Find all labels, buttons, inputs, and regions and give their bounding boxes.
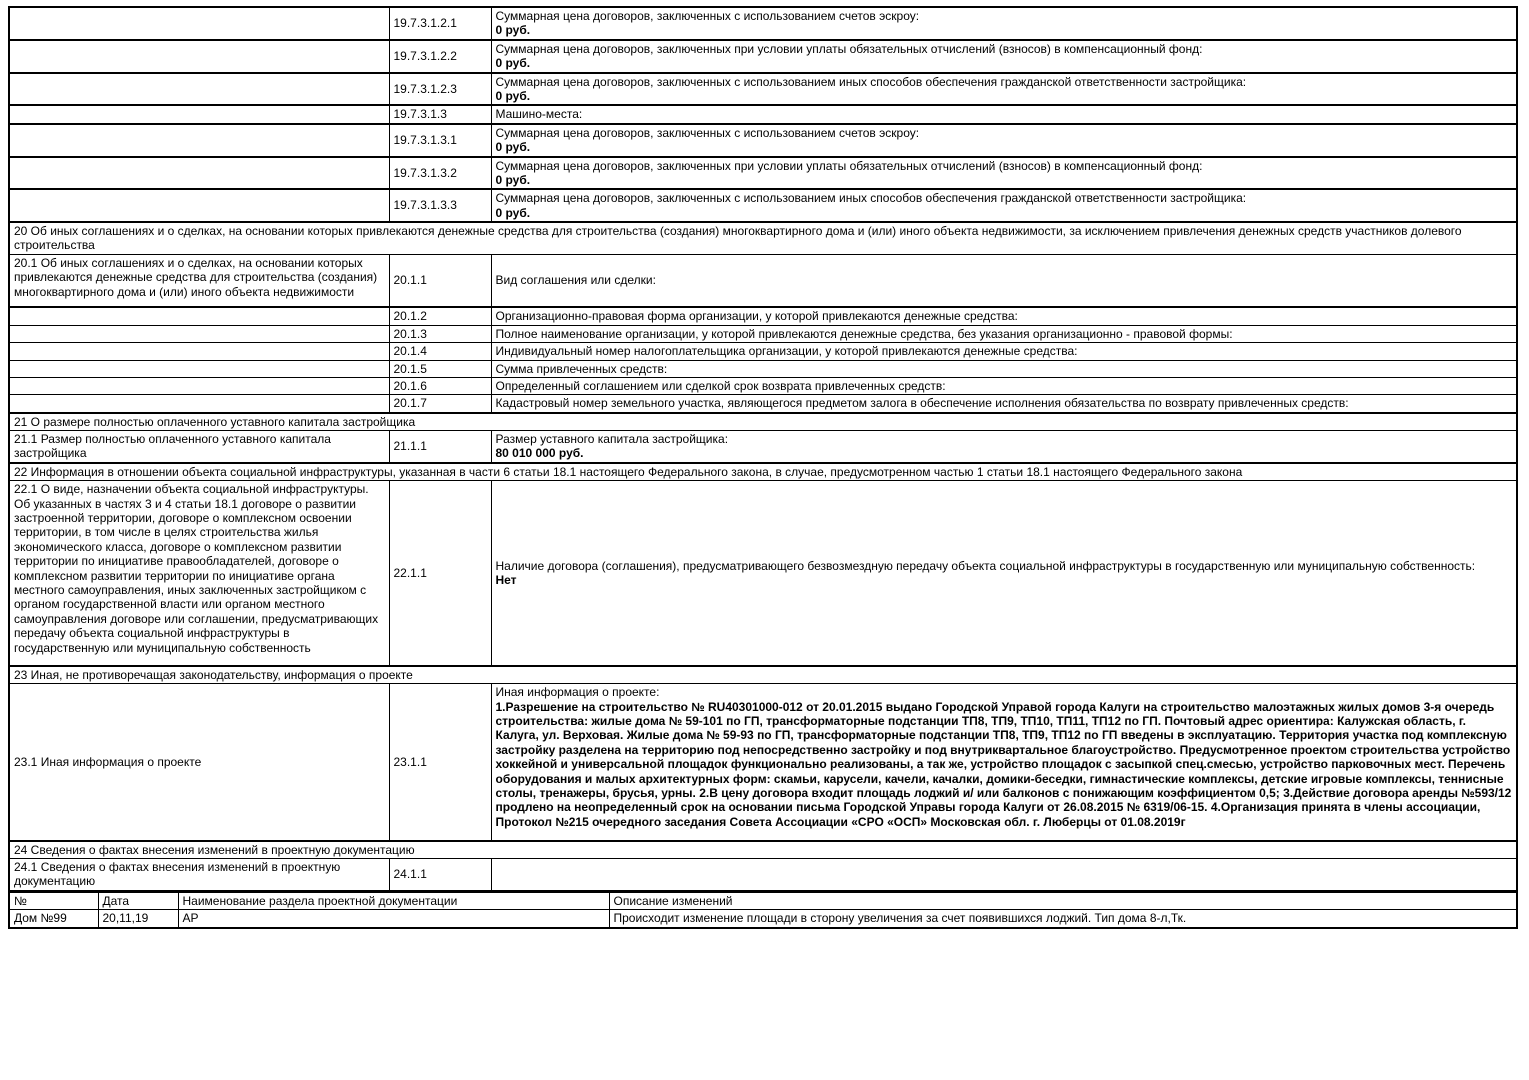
column-header-number: № <box>9 892 98 910</box>
row-content <box>491 189 1517 222</box>
row-value: 0 руб. <box>495 23 531 38</box>
column-header-section-name: Наименование раздела проектной документации <box>178 892 609 910</box>
row-number: 19.7.3.1.3.3 <box>389 189 491 222</box>
row-number: 24.1.1 <box>389 859 491 891</box>
row-label: Суммарная цена договоров, заключенных при условии уплаты обязательных отчислений (взносов) в компенсационный фонд: <box>495 41 1203 56</box>
row-number: 20.1.4 <box>389 343 491 360</box>
row-number: 20.1.6 <box>389 377 491 394</box>
changes-table <box>8 891 1518 929</box>
row-label: Сумма привлеченных средств: <box>491 360 1517 377</box>
table-row <box>9 7 1517 40</box>
row-label: Вид соглашения или сделки: <box>491 254 1517 307</box>
row-number: 20.1.5 <box>389 360 491 377</box>
description-cell <box>9 7 389 40</box>
row-label: Организационно-правовая форма организации, у которой привлекаются денежные средства: <box>491 307 1517 325</box>
description-cell: 24.1 Сведения о фактах внесения изменений в проектную документацию <box>9 859 389 891</box>
table-row <box>9 859 1517 891</box>
row-label: Индивидуальный номер налогоплательщика организации, у которой привлекаются денежные средства: <box>491 343 1517 360</box>
description-cell: 22.1 О виде, назначении объекта социальной инфраструктуры. Об указанных в частях 3 и 4 статьи 18.1 договоре о развитии застроенной территории, договоре о комплексном освоении территории, в том числе в целях строительства жилья экономического класса, договоре о комплексном развитии территории по инициативе правообладателей, договоре о комплексном развитии территории по инициативе органа местного самоуправления, иных заключенных застройщиком с органом государственной власти или органом местного самоуправления договоре или соглашении, предусматривающих передачу объекта социальной инфраструктуры в государственную или муниципальную собственность <box>9 481 389 666</box>
table-row <box>9 377 1517 394</box>
row-label: Размер уставного капитала застройщика: <box>495 432 729 447</box>
description-cell <box>9 73 389 106</box>
change-section-cell: АР <box>178 910 609 928</box>
change-number-cell: Дом №99 <box>9 910 98 928</box>
row-value: 0 руб. <box>495 140 531 155</box>
row-value: 0 руб. <box>495 172 531 187</box>
row-number: 19.7.3.1.3.2 <box>389 157 491 190</box>
section-21-header: 21 О размере полностью оплаченного уставного капитала застройщика <box>9 413 1517 431</box>
description-cell <box>9 307 389 325</box>
declaration-table <box>8 6 1518 892</box>
row-value: 0 руб. <box>495 56 531 71</box>
row-label: Наличие договора (соглашения), предусматривающего безвозмездную передачу объекта социальной инфраструктуры в государственную или муниципальную собственность: <box>495 558 1476 573</box>
table-row <box>9 189 1517 222</box>
row-content <box>491 859 1517 891</box>
row-value: 0 руб. <box>495 205 531 220</box>
table-row <box>9 431 1517 463</box>
description-cell <box>9 325 389 342</box>
section-24-header: 24 Сведения о фактах внесения изменений в проектную документацию <box>9 841 1517 859</box>
row-number: 19.7.3.1.2.1 <box>389 7 491 40</box>
row-number: 19.7.3.1.3.1 <box>389 124 491 157</box>
row-content <box>491 7 1517 40</box>
change-description-cell: Происходит изменение площади в сторону увеличения за счет появившихся лоджий. Тип дома 8-л,Тк. <box>609 910 1517 928</box>
table-row <box>9 395 1517 413</box>
row-value: Нет <box>495 573 517 588</box>
row-value: 80 010 000 руб. <box>495 446 584 461</box>
row-number: 21.1.1 <box>389 431 491 463</box>
row-label: Суммарная цена договоров, заключенных с использованием счетов эскроу: <box>495 9 920 23</box>
row-content <box>491 157 1517 190</box>
row-number: 19.7.3.1.3 <box>389 105 491 123</box>
table-row <box>9 73 1517 106</box>
description-cell <box>9 395 389 413</box>
row-label: Кадастровый номер земельного участка, являющегося предметом залога в обеспечение исполнения обязательства по возврату привлеченных средств: <box>491 395 1517 413</box>
table-row <box>9 40 1517 73</box>
section-header-row <box>9 841 1517 859</box>
table-row <box>9 343 1517 360</box>
row-number: 20.1.1 <box>389 254 491 307</box>
row-content <box>491 684 1517 841</box>
row-content <box>491 105 1517 123</box>
description-cell <box>9 105 389 123</box>
description-cell <box>9 40 389 73</box>
description-cell: 23.1 Иная информация о проекте <box>9 684 389 841</box>
table-row <box>9 325 1517 342</box>
row-number: 19.7.3.1.2.2 <box>389 40 491 73</box>
section-22-header: 22 Информация в отношении объекта социальной инфраструктуры, указанная в части 6 статьи 18.1 настоящего Федерального закона, в случае, предусмотренном частью 1 статьи 18.1 настоящего Федерального закона <box>9 463 1517 481</box>
row-label: Суммарная цена договоров, заключенных с использованием счетов эскроу: <box>495 125 920 140</box>
table-row <box>9 157 1517 190</box>
description-cell: 20.1 Об иных соглашениях и о сделках, на основании которых привлекаются денежные средства для строительства (создания) многоквартирного дома и (или) иного объекта недвижимости <box>9 254 389 307</box>
row-label: Определенный соглашением или сделкой срок возврата привлеченных средств: <box>491 377 1517 394</box>
table-row <box>9 481 1517 666</box>
section-header-row <box>9 463 1517 481</box>
section-20-header: 20 Об иных соглашениях и о сделках, на основании которых привлекаются денежные средства для строительства (создания) многоквартирного дома и (или) иного объекта недвижимости, за исключением привлечения денежных средств участников долевого строительства <box>9 222 1517 254</box>
table-row <box>9 684 1517 841</box>
row-content <box>491 481 1517 666</box>
section-header-row <box>9 222 1517 254</box>
row-content <box>491 40 1517 73</box>
table-row <box>9 105 1517 123</box>
description-cell <box>9 377 389 394</box>
row-number: 20.1.3 <box>389 325 491 342</box>
row-value: 0 руб. <box>495 88 531 103</box>
section-23-header: 23 Иная, не противоречащая законодательству, информация о проекте <box>9 666 1517 684</box>
table-row <box>9 360 1517 377</box>
changes-header-row <box>9 892 1517 910</box>
row-label: Полное наименование организации, у которой привлекаются денежные средства, без указания организационно - правовой формы: <box>491 325 1517 342</box>
row-number: 20.1.2 <box>389 307 491 325</box>
row-label: Суммарная цена договоров, заключенных с использованием иных способов обеспечения гражданской ответственности застройщика: <box>495 191 1247 206</box>
section-header-row <box>9 413 1517 431</box>
description-cell <box>9 343 389 360</box>
table-row <box>9 307 1517 325</box>
row-label: Машино-места: <box>495 107 583 122</box>
row-content <box>491 431 1517 463</box>
row-value: 1.Разрешение на строительство № RU40301000-012 от 20.01.2015 выдано Городской Управой города Калуги на строительство малоэтажных жилых домов 3-я очередь строительства: жилые дома № 59-101 по ГП, трансформаторные подстанции ТП8, ТП9, ТП10, ТП11, ТП12 по ГП. Почтовый адрес ориентира: Калужская область, г. Калуга, ул. Верховая. Жилые дома № 59-93 по ГП, трансформаторные подстанции ТП8, ТП9, ТП12 по ГП введены в эксплуатацию. Территория участка под комплексную застройку разделена на территорию под непосредственно застройку и под внутриквартальное благоустройство. Предусмотренное проектом строительства устройство хоккейной и универсальной площадок функционально реализованы, а так же, устройство площадок с засыпкой спец.смесью, устройство парковочных мест. Перечень оборудования и малых архитектурных форм: скамьи, карусели, качели, качалки, домики-беседки, гимнастические комплексы, детские игровые комплексы, теннисные столы, тренажеры, брусья, урны. 2.В цену договора входит площадь лоджий и/ или балконов с понижающим коэффициентом 0,5; 3.Действие договора аренды №593/12 продлено на неопределенный срок на основании письма Городской Управы города Калуги от 26.08.2015 № 6319/06-15. 4.Организация принята в члены ассоциации, Протокол №215 очередного заседания Совета Ассоциации «СРО «ОСП» Московская обл. г. Люберцы от 01.08.2019г <box>495 699 1512 829</box>
row-label: Иная информация о проекте: <box>495 685 660 700</box>
row-content <box>491 124 1517 157</box>
row-number: 22.1.1 <box>389 481 491 666</box>
description-cell <box>9 189 389 222</box>
row-content <box>491 73 1517 106</box>
changes-data-row <box>9 910 1517 928</box>
description-cell: 21.1 Размер полностью оплаченного уставного капитала застройщика <box>9 431 389 463</box>
description-cell <box>9 157 389 190</box>
row-label: Суммарная цена договоров, заключенных с использованием иных способов обеспечения гражданской ответственности застройщика: <box>495 74 1247 89</box>
row-number: 23.1.1 <box>389 684 491 841</box>
change-date-cell: 20,11,19 <box>98 910 178 928</box>
column-header-change-description: Описание изменений <box>609 892 1517 910</box>
row-label: Суммарная цена договоров, заключенных при условии уплаты обязательных отчислений (взносов) в компенсационный фонд: <box>495 158 1203 173</box>
description-cell <box>9 360 389 377</box>
table-row <box>9 254 1517 307</box>
column-header-date: Дата <box>98 892 178 910</box>
row-number: 19.7.3.1.2.3 <box>389 73 491 106</box>
table-row <box>9 124 1517 157</box>
section-header-row <box>9 666 1517 684</box>
row-number: 20.1.7 <box>389 395 491 413</box>
description-cell <box>9 124 389 157</box>
